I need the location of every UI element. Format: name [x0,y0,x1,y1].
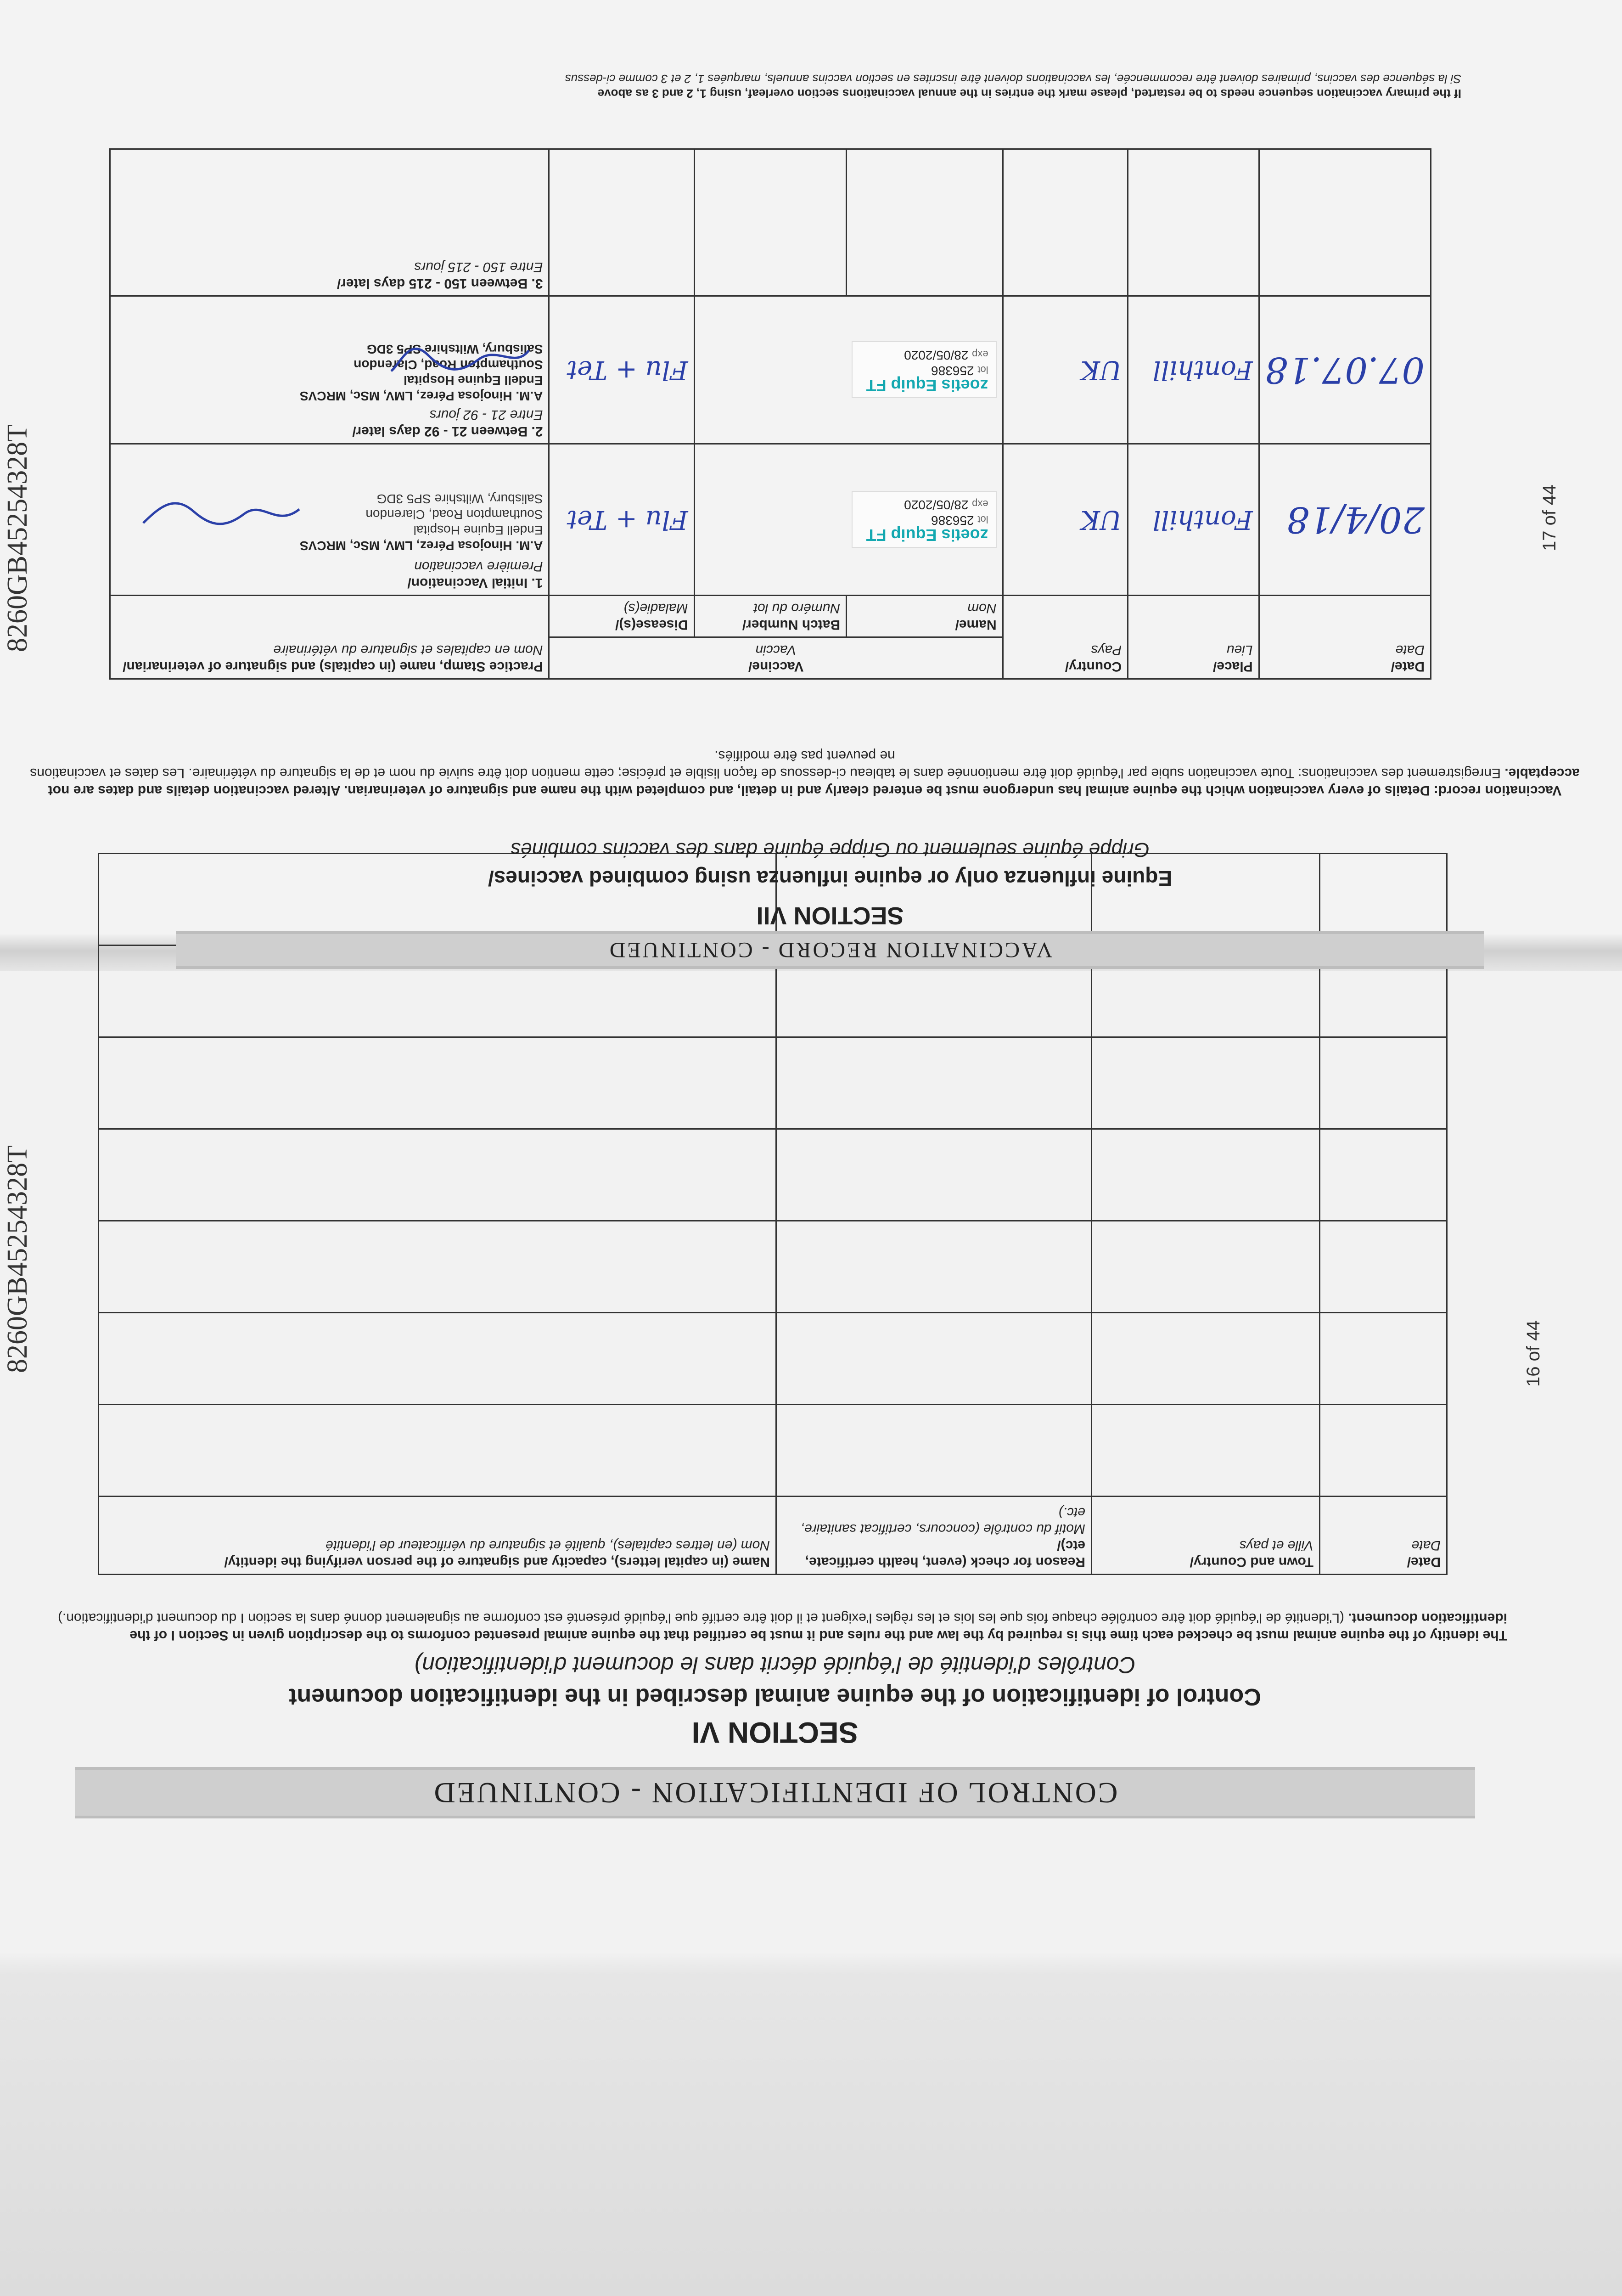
col-date: Date/ Date [1320,1497,1447,1575]
row-label-en: 3. Between 150 - 215 days later/ [337,276,543,291]
cell-date [1259,444,1431,596]
footnote-en: If the primary vaccination sequence needs to be restarted, please mark the entries in the annual vaccinations section overleaf, using 1, 2 and 3 as above [597,87,1461,101]
cell-vaccine-name [847,149,1003,296]
vaccination-intro-fr: Enregistrement des vaccinations: Toute vaccination subie par l'équidé doit être mentionnée dans le tableau ci-dessous de façon lisible et précise; cette mention doit être suivie du nom et de la signature du vétérinaire. Les dates et vaccinations ne peuvent pas être modifiés. [30,748,1501,781]
cell-disease [549,149,694,296]
section-heading: SECTION VI [691,1716,859,1749]
row-label-fr: Première vaccination [414,559,543,574]
serial-number-right: 8260GB45254328T [2,424,33,652]
handwritten-date: 20/4/18 [1286,499,1425,540]
vaccination-row-second [110,296,1431,444]
cell-date [1259,149,1431,296]
cell-country [1003,296,1128,444]
section-banner-vaccination: VACCINATION RECORD - CONTINUED [176,931,1484,969]
section-banner: CONTROL OF IDENTIFICATION - CONTINUED [75,1767,1475,1818]
section-heading-vii: SECTION VII [756,902,904,929]
col-vaccine-name: Name/ Nom [847,596,1003,637]
handwritten-disease: Flu + Tet [567,505,688,535]
vaccine-brand: zoetis Equip FT [866,526,988,545]
table-row [99,1221,1447,1313]
footnote-fr: Si la séquence des vaccins, primaires doivent être recommencée, les vaccinations doivent être inscrites en section vaccins annuels, marquées 1, 2 et 3 comme ci-dessus [565,72,1461,86]
row-label-fr: Entre 21 - 92 jours [429,407,543,422]
handwritten-disease: Flu + Tet [567,355,688,385]
handwritten-place: Fonthill [1152,355,1253,385]
row-label-en: 2. Between 21 - 92 days later/ [352,424,543,439]
cell-vaccine-label [694,296,1003,444]
cell-disease [549,444,694,596]
cell-stamp [110,149,549,296]
col-batch-number: Batch Number/ Numéro du lot [694,596,847,637]
vaccination-row-third [110,149,1431,296]
col-town-country: Town and Country/ Ville et pays [1092,1497,1320,1575]
vaccine-lot: 256386 [931,364,974,378]
handwritten-country: UK [1081,505,1122,535]
table-row [99,1037,1447,1129]
col-vaccine: Vaccine/ Vaccin [549,637,1003,679]
section-title: Control of identification of the equine animal described in the identification document [289,1683,1261,1710]
intro-text [43,1609,1507,1644]
practice-stamp: A.M. Hinojosa Pérez, LMV, MSc, MRCVS Endell Equine Hospital Southampton Road, Clarendon Salisbury, Wiltshire SP5 3DG [299,342,543,403]
col-reason: Reason for check (event, health certificate, etc)/ Motif du contrôle (concours, certificat sanitaire, etc.) [776,1497,1092,1575]
section-subtitle-vaccination: Grippe équine seulement ou Grippe équine dans des vaccins combinés [511,838,1150,861]
intro-fr: (L'identité de l'équidé doit être contrôlée chaque fois que les lois et les règles l'exigent et il doit être certifé que l'équidé présenté est conforme au signalement donné dans la section I du document d'identification.) [57,1610,1344,1626]
vaccine-expiry: 28/05/2020 [904,498,969,512]
cell-batch [694,149,847,296]
cell-disease [549,296,694,444]
cell-place [1128,149,1259,296]
col-verifier: Name (in capital letters), capacity and signature of the person verifying the identity/ Nom (en lettres capitales), qualité et signature du vérificateur de l'identité [99,1497,776,1575]
page-number-left: 16 of 44 [1523,1320,1543,1387]
vaccine-sticker: zoetis Equip FT lot 256386 exp 28/05/2020 [852,342,997,399]
cell-date [1259,296,1431,444]
col-practice-stamp: Practice Stamp, name (in capitals) and signature of veterinarian/ Nom en capitales et signature du vétérinaire [110,596,549,679]
table-row [99,1129,1447,1221]
intro-en: The identity of the equine animal must be checked each time this is required by the law and the rules and it must be certified that the equine animal presented conforms to the description given in Section I of the identification document. [129,1610,1507,1643]
vet-signature [139,495,304,532]
cell-country [1003,149,1128,296]
vaccine-sticker: zoetis Equip FT lot 256386 exp 28/05/2020 [852,491,997,548]
vaccine-lot: 256386 [931,513,974,528]
col-country: Country/ Pays [1003,596,1128,679]
col-disease: Disease(s)/ Maladie(s) [549,596,694,637]
vaccination-intro-en: Vaccination record: Details of every vaccination which the equine animal has undergone must be entered clearly and in detail, and completed with the name and signature of veterinarian. Altered vaccination details and dates are not acceptable. [48,765,1580,798]
vaccination-intro [24,747,1585,799]
vaccination-header-row-1 [110,637,1431,679]
vet-signature [387,341,533,378]
handwritten-place: Fonthill [1152,505,1253,535]
handwritten-country: UK [1081,355,1122,385]
vaccination-footnote [130,72,1461,101]
table-row [99,1313,1447,1405]
section-title-vaccination: Equine influenza only or equine influenza using combined vaccines/ [488,867,1173,890]
cell-country [1003,444,1128,596]
col-place: Place/ Lieu [1128,596,1259,679]
cell-place [1128,296,1259,444]
vaccine-brand: zoetis Equip FT [866,376,988,395]
row-label-en: 1. Initial Vaccination/ [407,575,543,591]
vaccination-table [109,148,1431,680]
vaccine-expiry: 28/05/2020 [904,348,969,363]
practice-stamp: A.M. Hinojosa Pérez, LMV, MSc, MRCVS Endell Equine Hospital Southampton Road, Clarendon Salisbury, Wiltshire SP5 3DG [299,492,543,553]
serial-number-left: 8260GB45254328T [2,1145,33,1373]
row-label-fr: Entre 150 - 215 jours [414,259,543,275]
vaccination-row-initial [110,444,1431,596]
table-row [99,1405,1447,1497]
cell-stamp [110,444,549,596]
handwritten-date: 07.07.18 [1265,349,1425,391]
col-date: Date/ Date [1259,596,1431,679]
table-header-row [99,1497,1447,1575]
cell-vaccine-label [694,444,1003,596]
cell-place [1128,444,1259,596]
cell-stamp [110,296,549,444]
page-number-right: 17 of 44 [1539,484,1560,551]
section-subtitle: Contrôles d'identité de l'équidé décrit dans le document d'identification) [414,1652,1136,1678]
